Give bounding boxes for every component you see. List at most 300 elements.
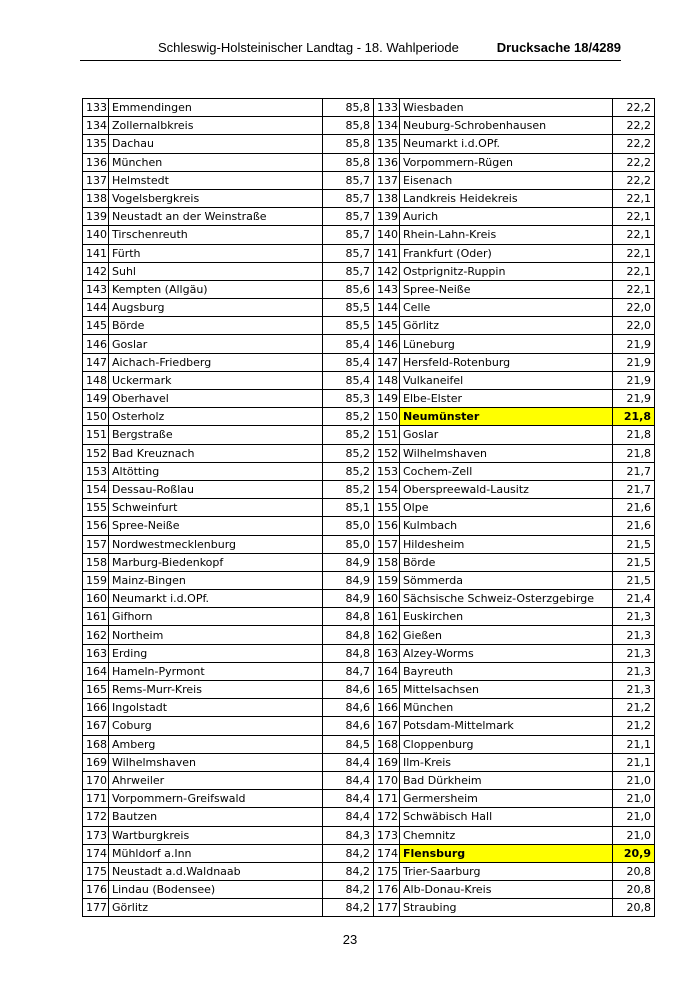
right-rank-cell: 145 (374, 317, 400, 335)
right-name-cell: Frankfurt (Oder) (400, 244, 613, 262)
right-value-cell: 21,5 (613, 571, 655, 589)
right-value-cell: 22,1 (613, 244, 655, 262)
right-name-cell: Neumarkt i.d.OPf. (400, 135, 613, 153)
table-row (83, 571, 655, 589)
table-row (83, 353, 655, 371)
left-rank-cell: 154 (83, 480, 109, 498)
right-value-cell: 21,8 (613, 408, 655, 426)
right-rank-cell: 172 (374, 808, 400, 826)
table-row (83, 462, 655, 480)
left-rank-cell: 169 (83, 753, 109, 771)
right-name-cell: Eisenach (400, 171, 613, 189)
left-value-cell: 85,8 (323, 117, 374, 135)
left-value-cell: 85,0 (323, 517, 374, 535)
left-name-cell: Northeim (109, 626, 323, 644)
left-name-cell: München (109, 153, 323, 171)
left-rank-cell: 149 (83, 390, 109, 408)
right-value-cell: 21,1 (613, 735, 655, 753)
right-rank-cell: 176 (374, 881, 400, 899)
table-row (83, 135, 655, 153)
right-rank-cell: 142 (374, 262, 400, 280)
right-rank-cell: 164 (374, 662, 400, 680)
left-rank-cell: 138 (83, 189, 109, 207)
right-rank-cell: 133 (374, 99, 400, 117)
left-rank-cell: 163 (83, 644, 109, 662)
right-value-cell: 21,3 (613, 626, 655, 644)
right-rank-cell: 134 (374, 117, 400, 135)
left-value-cell: 84,4 (323, 808, 374, 826)
left-rank-cell: 155 (83, 499, 109, 517)
left-name-cell: Coburg (109, 717, 323, 735)
table-row (83, 189, 655, 207)
right-name-cell: Elbe-Elster (400, 390, 613, 408)
table-row (83, 480, 655, 498)
left-name-cell: Mainz-Bingen (109, 571, 323, 589)
left-name-cell: Augsburg (109, 299, 323, 317)
table-row (83, 590, 655, 608)
left-rank-cell: 170 (83, 771, 109, 789)
left-value-cell: 84,4 (323, 790, 374, 808)
right-rank-cell: 161 (374, 608, 400, 626)
left-value-cell: 85,2 (323, 408, 374, 426)
right-value-cell: 21,3 (613, 608, 655, 626)
table-row (83, 862, 655, 880)
table-row (83, 771, 655, 789)
right-name-cell: Sömmerda (400, 571, 613, 589)
left-rank-cell: 156 (83, 517, 109, 535)
left-name-cell: Aichach-Friedberg (109, 353, 323, 371)
right-value-cell: 22,1 (613, 280, 655, 298)
left-value-cell: 84,2 (323, 862, 374, 880)
left-value-cell: 84,6 (323, 681, 374, 699)
left-value-cell: 85,8 (323, 135, 374, 153)
right-value-cell: 21,5 (613, 535, 655, 553)
left-rank-cell: 172 (83, 808, 109, 826)
left-value-cell: 84,7 (323, 662, 374, 680)
left-rank-cell: 148 (83, 371, 109, 389)
left-rank-cell: 171 (83, 790, 109, 808)
left-value-cell: 84,2 (323, 844, 374, 862)
right-value-cell: 20,9 (613, 844, 655, 862)
right-name-cell: Hildesheim (400, 535, 613, 553)
right-name-cell: Hersfeld-Rotenburg (400, 353, 613, 371)
right-name-cell: Landkreis Heidekreis (400, 189, 613, 207)
right-name-cell: Vulkaneifel (400, 371, 613, 389)
left-name-cell: Vorpommern-Greifswald (109, 790, 323, 808)
left-name-cell: Helmstedt (109, 171, 323, 189)
left-value-cell: 84,8 (323, 608, 374, 626)
left-value-cell: 85,2 (323, 426, 374, 444)
right-name-cell: Alb-Donau-Kreis (400, 881, 613, 899)
right-name-cell: Schwäbisch Hall (400, 808, 613, 826)
right-name-cell: Chemnitz (400, 826, 613, 844)
left-name-cell: Ingolstadt (109, 699, 323, 717)
right-value-cell: 22,2 (613, 153, 655, 171)
right-name-cell: Alzey-Worms (400, 644, 613, 662)
right-value-cell: 21,9 (613, 353, 655, 371)
right-name-cell: Gießen (400, 626, 613, 644)
right-value-cell: 21,2 (613, 717, 655, 735)
left-value-cell: 85,2 (323, 444, 374, 462)
left-rank-cell: 175 (83, 862, 109, 880)
right-name-cell: Celle (400, 299, 613, 317)
right-rank-cell: 160 (374, 590, 400, 608)
right-name-cell: Rhein-Lahn-Kreis (400, 226, 613, 244)
left-name-cell: Bad Kreuznach (109, 444, 323, 462)
right-value-cell: 21,9 (613, 335, 655, 353)
left-value-cell: 85,1 (323, 499, 374, 517)
table-row (83, 317, 655, 335)
right-name-cell: Euskirchen (400, 608, 613, 626)
right-value-cell: 21,3 (613, 681, 655, 699)
left-rank-cell: 140 (83, 226, 109, 244)
left-value-cell: 84,6 (323, 699, 374, 717)
right-name-cell: Potsdam-Mittelmark (400, 717, 613, 735)
header-title: Schleswig-Holsteinischer Landtag - 18. Wahlperiode (158, 40, 459, 55)
left-rank-cell: 135 (83, 135, 109, 153)
table-row (83, 226, 655, 244)
page-header (80, 38, 621, 61)
right-name-cell: Neumünster (400, 408, 613, 426)
table-row (83, 608, 655, 626)
right-value-cell: 20,8 (613, 881, 655, 899)
right-name-cell: Kulmbach (400, 517, 613, 535)
left-value-cell: 84,6 (323, 717, 374, 735)
left-name-cell: Suhl (109, 262, 323, 280)
right-value-cell: 21,7 (613, 462, 655, 480)
left-name-cell: Erding (109, 644, 323, 662)
left-name-cell: Fürth (109, 244, 323, 262)
right-name-cell: Wiesbaden (400, 99, 613, 117)
right-value-cell: 22,2 (613, 171, 655, 189)
left-rank-cell: 142 (83, 262, 109, 280)
table-row (83, 244, 655, 262)
right-name-cell: Sächsische Schweiz-Osterzgebirge (400, 590, 613, 608)
left-name-cell: Hameln-Pyrmont (109, 662, 323, 680)
table-row (83, 426, 655, 444)
table-row (83, 681, 655, 699)
right-name-cell: Lüneburg (400, 335, 613, 353)
left-rank-cell: 139 (83, 208, 109, 226)
left-name-cell: Neumarkt i.d.OPf. (109, 590, 323, 608)
left-name-cell: Görlitz (109, 899, 323, 917)
left-name-cell: Lindau (Bodensee) (109, 881, 323, 899)
right-value-cell: 21,0 (613, 808, 655, 826)
left-value-cell: 85,3 (323, 390, 374, 408)
right-rank-cell: 177 (374, 899, 400, 917)
right-name-cell: Börde (400, 553, 613, 571)
right-rank-cell: 158 (374, 553, 400, 571)
left-value-cell: 85,2 (323, 462, 374, 480)
right-value-cell: 22,2 (613, 99, 655, 117)
left-name-cell: Altötting (109, 462, 323, 480)
left-name-cell: Neustadt a.d.Waldnaab (109, 862, 323, 880)
left-name-cell: Spree-Neiße (109, 517, 323, 535)
right-rank-cell: 155 (374, 499, 400, 517)
left-value-cell: 85,7 (323, 262, 374, 280)
left-value-cell: 84,2 (323, 899, 374, 917)
right-rank-cell: 169 (374, 753, 400, 771)
left-value-cell: 85,8 (323, 153, 374, 171)
table-row (83, 280, 655, 298)
left-name-cell: Mühldorf a.Inn (109, 844, 323, 862)
right-rank-cell: 149 (374, 390, 400, 408)
left-rank-cell: 153 (83, 462, 109, 480)
table-row (83, 790, 655, 808)
left-value-cell: 85,4 (323, 371, 374, 389)
table-row (83, 408, 655, 426)
left-name-cell: Uckermark (109, 371, 323, 389)
table-row (83, 262, 655, 280)
right-rank-cell: 163 (374, 644, 400, 662)
right-rank-cell: 173 (374, 826, 400, 844)
right-name-cell: Ilm-Kreis (400, 753, 613, 771)
left-name-cell: Wilhelmshaven (109, 753, 323, 771)
right-rank-cell: 151 (374, 426, 400, 444)
right-rank-cell: 146 (374, 335, 400, 353)
right-value-cell: 21,2 (613, 699, 655, 717)
right-value-cell: 22,0 (613, 299, 655, 317)
left-value-cell: 84,5 (323, 735, 374, 753)
left-value-cell: 84,4 (323, 771, 374, 789)
left-name-cell: Tirschenreuth (109, 226, 323, 244)
left-value-cell: 85,7 (323, 208, 374, 226)
right-rank-cell: 170 (374, 771, 400, 789)
left-value-cell: 85,8 (323, 99, 374, 117)
right-value-cell: 20,8 (613, 899, 655, 917)
right-rank-cell: 157 (374, 535, 400, 553)
left-value-cell: 84,3 (323, 826, 374, 844)
left-rank-cell: 164 (83, 662, 109, 680)
left-value-cell: 84,8 (323, 644, 374, 662)
left-name-cell: Gifhorn (109, 608, 323, 626)
right-name-cell: Neuburg-Schrobenhausen (400, 117, 613, 135)
left-name-cell: Kempten (Allgäu) (109, 280, 323, 298)
right-name-cell: Goslar (400, 426, 613, 444)
table-row (83, 826, 655, 844)
left-rank-cell: 174 (83, 844, 109, 862)
table-row (83, 844, 655, 862)
left-rank-cell: 173 (83, 826, 109, 844)
left-value-cell: 84,9 (323, 590, 374, 608)
left-name-cell: Wartburgkreis (109, 826, 323, 844)
ranking-table-body (83, 99, 655, 917)
left-value-cell: 84,9 (323, 553, 374, 571)
right-rank-cell: 165 (374, 681, 400, 699)
right-rank-cell: 154 (374, 480, 400, 498)
table-row (83, 499, 655, 517)
right-value-cell: 21,9 (613, 371, 655, 389)
table-row (83, 881, 655, 899)
right-rank-cell: 143 (374, 280, 400, 298)
right-rank-cell: 168 (374, 735, 400, 753)
left-value-cell: 85,0 (323, 535, 374, 553)
right-value-cell: 21,0 (613, 826, 655, 844)
left-value-cell: 84,2 (323, 881, 374, 899)
right-rank-cell: 175 (374, 862, 400, 880)
table-row (83, 171, 655, 189)
left-rank-cell: 161 (83, 608, 109, 626)
right-rank-cell: 140 (374, 226, 400, 244)
left-rank-cell: 134 (83, 117, 109, 135)
left-rank-cell: 159 (83, 571, 109, 589)
left-rank-cell: 177 (83, 899, 109, 917)
left-rank-cell: 165 (83, 681, 109, 699)
left-value-cell: 85,6 (323, 280, 374, 298)
table-row (83, 735, 655, 753)
right-rank-cell: 144 (374, 299, 400, 317)
left-rank-cell: 166 (83, 699, 109, 717)
left-name-cell: Börde (109, 317, 323, 335)
right-rank-cell: 171 (374, 790, 400, 808)
right-name-cell: Trier-Saarburg (400, 862, 613, 880)
table-row (83, 208, 655, 226)
right-value-cell: 22,2 (613, 135, 655, 153)
left-value-cell: 85,7 (323, 189, 374, 207)
left-rank-cell: 144 (83, 299, 109, 317)
right-value-cell: 22,1 (613, 226, 655, 244)
left-rank-cell: 167 (83, 717, 109, 735)
left-value-cell: 85,7 (323, 171, 374, 189)
right-rank-cell: 156 (374, 517, 400, 535)
table-row (83, 899, 655, 917)
right-value-cell: 21,7 (613, 480, 655, 498)
right-rank-cell: 137 (374, 171, 400, 189)
left-name-cell: Neustadt an der Weinstraße (109, 208, 323, 226)
left-name-cell: Bergstraße (109, 426, 323, 444)
right-value-cell: 21,8 (613, 444, 655, 462)
left-rank-cell: 143 (83, 280, 109, 298)
left-rank-cell: 151 (83, 426, 109, 444)
left-name-cell: Emmendingen (109, 99, 323, 117)
left-value-cell: 85,7 (323, 244, 374, 262)
right-rank-cell: 138 (374, 189, 400, 207)
left-value-cell: 85,4 (323, 353, 374, 371)
right-value-cell: 21,6 (613, 499, 655, 517)
left-name-cell: Schweinfurt (109, 499, 323, 517)
table-row (83, 444, 655, 462)
right-value-cell: 21,3 (613, 644, 655, 662)
left-name-cell: Nordwestmecklenburg (109, 535, 323, 553)
left-rank-cell: 157 (83, 535, 109, 553)
right-name-cell: Germersheim (400, 790, 613, 808)
left-name-cell: Dachau (109, 135, 323, 153)
right-value-cell: 21,4 (613, 590, 655, 608)
table-row (83, 517, 655, 535)
right-value-cell: 22,0 (613, 317, 655, 335)
left-value-cell: 85,5 (323, 299, 374, 317)
right-rank-cell: 162 (374, 626, 400, 644)
left-rank-cell: 152 (83, 444, 109, 462)
left-value-cell: 85,4 (323, 335, 374, 353)
right-value-cell: 21,0 (613, 771, 655, 789)
table-row (83, 117, 655, 135)
right-value-cell: 21,1 (613, 753, 655, 771)
right-name-cell: Ostprignitz-Ruppin (400, 262, 613, 280)
left-name-cell: Amberg (109, 735, 323, 753)
right-value-cell: 21,6 (613, 517, 655, 535)
page-number: 23 (342, 932, 358, 947)
right-value-cell: 21,8 (613, 426, 655, 444)
right-rank-cell: 148 (374, 371, 400, 389)
right-name-cell: Görlitz (400, 317, 613, 335)
right-rank-cell: 135 (374, 135, 400, 153)
left-rank-cell: 136 (83, 153, 109, 171)
left-name-cell: Zollernalbkreis (109, 117, 323, 135)
right-name-cell: Vorpommern-Rügen (400, 153, 613, 171)
left-value-cell: 84,4 (323, 753, 374, 771)
right-name-cell: Cloppenburg (400, 735, 613, 753)
left-rank-cell: 147 (83, 353, 109, 371)
left-name-cell: Marburg-Biedenkopf (109, 553, 323, 571)
table-row (83, 553, 655, 571)
left-value-cell: 85,7 (323, 226, 374, 244)
table-row (83, 662, 655, 680)
right-rank-cell: 139 (374, 208, 400, 226)
right-value-cell: 22,1 (613, 208, 655, 226)
right-rank-cell: 136 (374, 153, 400, 171)
right-name-cell: Olpe (400, 499, 613, 517)
left-name-cell: Rems-Murr-Kreis (109, 681, 323, 699)
right-rank-cell: 174 (374, 844, 400, 862)
left-rank-cell: 160 (83, 590, 109, 608)
left-name-cell: Bautzen (109, 808, 323, 826)
right-value-cell: 20,8 (613, 862, 655, 880)
left-rank-cell: 133 (83, 99, 109, 117)
left-name-cell: Vogelsbergkreis (109, 189, 323, 207)
right-name-cell: Oberspreewald-Lausitz (400, 480, 613, 498)
table-row (83, 808, 655, 826)
table-row (83, 99, 655, 117)
right-rank-cell: 147 (374, 353, 400, 371)
right-rank-cell: 167 (374, 717, 400, 735)
right-name-cell: Cochem-Zell (400, 462, 613, 480)
left-rank-cell: 141 (83, 244, 109, 262)
left-rank-cell: 168 (83, 735, 109, 753)
right-value-cell: 21,9 (613, 390, 655, 408)
left-name-cell: Osterholz (109, 408, 323, 426)
table-row (83, 753, 655, 771)
left-rank-cell: 146 (83, 335, 109, 353)
left-rank-cell: 150 (83, 408, 109, 426)
right-value-cell: 21,3 (613, 662, 655, 680)
left-name-cell: Ahrweiler (109, 771, 323, 789)
right-value-cell: 22,1 (613, 262, 655, 280)
ranking-table (82, 98, 655, 917)
table-row (83, 699, 655, 717)
right-rank-cell: 152 (374, 444, 400, 462)
right-value-cell: 22,2 (613, 117, 655, 135)
left-value-cell: 84,9 (323, 571, 374, 589)
left-rank-cell: 158 (83, 553, 109, 571)
right-name-cell: Straubing (400, 899, 613, 917)
table-row (83, 335, 655, 353)
right-rank-cell: 141 (374, 244, 400, 262)
table-row (83, 535, 655, 553)
left-rank-cell: 137 (83, 171, 109, 189)
left-name-cell: Oberhavel (109, 390, 323, 408)
right-rank-cell: 166 (374, 699, 400, 717)
right-rank-cell: 159 (374, 571, 400, 589)
left-rank-cell: 145 (83, 317, 109, 335)
table-row (83, 299, 655, 317)
right-name-cell: Aurich (400, 208, 613, 226)
table-row (83, 390, 655, 408)
left-name-cell: Goslar (109, 335, 323, 353)
left-value-cell: 85,5 (323, 317, 374, 335)
right-value-cell: 21,0 (613, 790, 655, 808)
right-value-cell: 21,5 (613, 553, 655, 571)
